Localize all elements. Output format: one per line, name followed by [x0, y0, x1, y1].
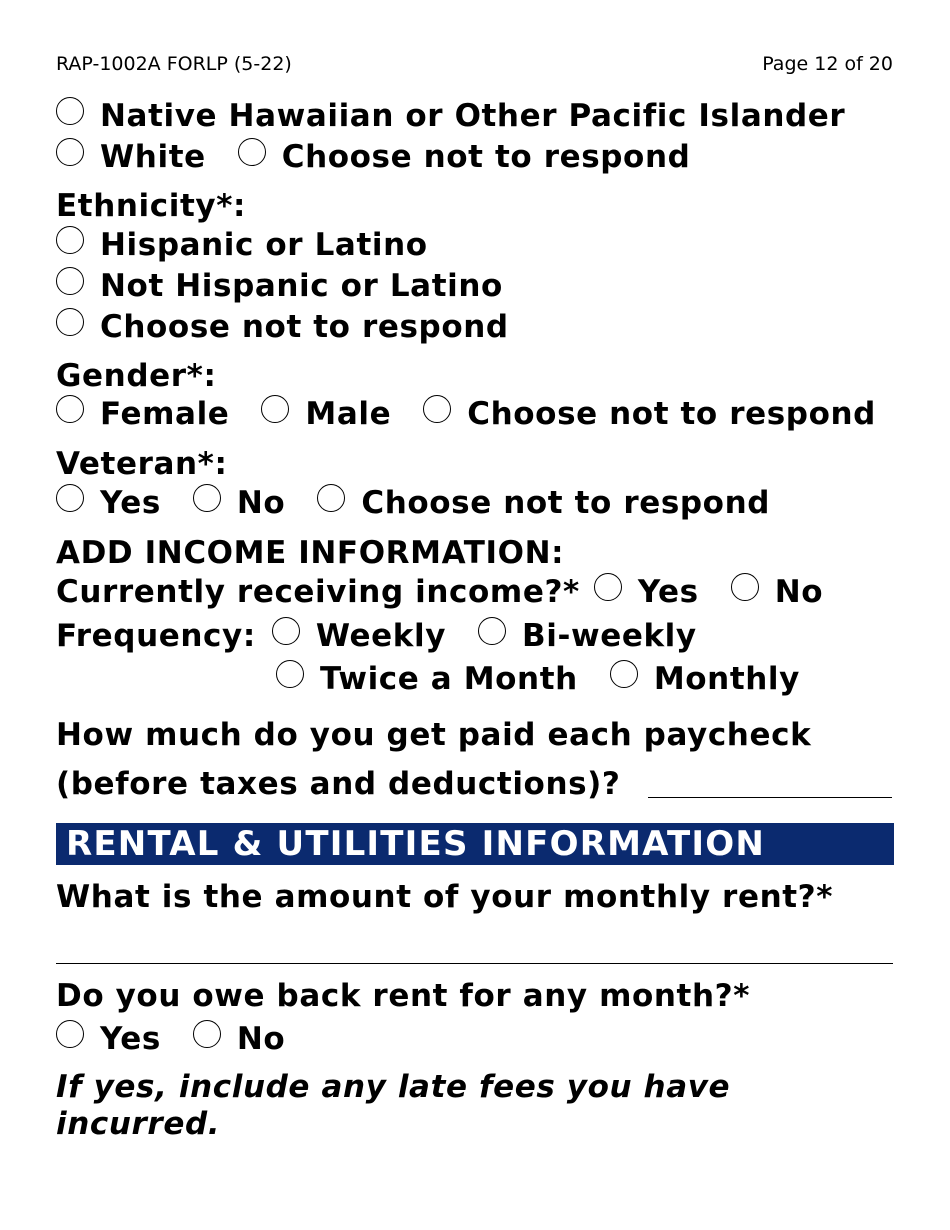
paycheck-amount-field[interactable]: [648, 797, 892, 798]
gender-label: Gender*:: [56, 358, 217, 394]
frequency-option-monthly[interactable]: [610, 661, 800, 697]
option-label: Bi-weekly: [522, 618, 697, 654]
veteran-option-yes[interactable]: [56, 485, 161, 521]
radio-button[interactable]: [56, 267, 84, 295]
page-number: Page 12 of 20: [762, 53, 893, 75]
option-label: No: [236, 1021, 286, 1057]
gender-option-no-response[interactable]: [423, 396, 876, 432]
income-receiving-row: [56, 572, 823, 612]
frequency-label: Frequency:: [56, 618, 256, 654]
income-option-no[interactable]: [731, 574, 823, 610]
radio-button[interactable]: [594, 573, 622, 601]
radio-button[interactable]: [56, 308, 84, 336]
option-label: Male: [305, 396, 392, 432]
option-label: Twice a Month: [320, 661, 578, 697]
radio-button[interactable]: [731, 573, 759, 601]
paycheck-question-line-1: How much do you get paid each paycheck: [56, 717, 812, 753]
option-label: Monthly: [653, 661, 800, 697]
option-label: Choose not to respond: [361, 485, 771, 521]
gender-options-row: [56, 394, 876, 434]
veteran-label: Veteran*:: [56, 446, 228, 482]
form-id: RAP-1002A FORLP (5-22): [56, 53, 292, 75]
veteran-options-row: [56, 483, 770, 523]
option-label: White: [100, 139, 206, 175]
veteran-option-no[interactable]: [193, 485, 285, 521]
radio-button[interactable]: [276, 660, 304, 688]
radio-button[interactable]: [193, 1020, 221, 1048]
back-rent-option-yes[interactable]: [56, 1021, 161, 1057]
radio-button[interactable]: [56, 226, 84, 254]
late-fees-note-line-1: If yes, include any late fees you have: [56, 1069, 731, 1105]
option-label: Native Hawaiian or Other Pacific Islander: [100, 98, 846, 134]
option-label: Yes: [100, 1021, 161, 1057]
radio-button[interactable]: [56, 1020, 84, 1048]
radio-button[interactable]: [478, 617, 506, 645]
option-label: Female: [100, 396, 230, 432]
income-receiving-label: Currently receiving income?*: [56, 574, 580, 610]
option-label: No: [774, 574, 824, 610]
radio-button[interactable]: [423, 395, 451, 423]
option-label: Choose not to respond: [467, 396, 876, 432]
income-option-yes[interactable]: [594, 574, 699, 610]
frequency-option-twice-month[interactable]: [276, 661, 578, 697]
radio-button[interactable]: [193, 484, 221, 512]
race-options-row-1: [56, 96, 845, 136]
race-option-no-response[interactable]: [238, 139, 691, 175]
race-option-nhpi[interactable]: [56, 98, 845, 134]
option-label: Weekly: [315, 618, 447, 654]
veteran-option-no-response[interactable]: [317, 485, 770, 521]
gender-option-male[interactable]: [261, 396, 391, 432]
late-fees-note-line-2: incurred.: [56, 1106, 221, 1142]
option-label: Yes: [637, 574, 699, 610]
race-option-white[interactable]: [56, 139, 206, 175]
frequency-option-biweekly[interactable]: [478, 618, 697, 654]
option-label: Choose not to respond: [281, 139, 691, 175]
section-title: RENTAL & UTILITIES INFORMATION: [66, 824, 765, 864]
radio-button[interactable]: [56, 138, 84, 166]
back-rent-option-no[interactable]: [193, 1021, 285, 1057]
back-rent-options-row: [56, 1019, 285, 1059]
radio-button[interactable]: [261, 395, 289, 423]
ethnicity-option-no-response[interactable]: [56, 307, 509, 347]
frequency-row-2: [276, 659, 800, 699]
radio-button[interactable]: [272, 617, 300, 645]
back-rent-question: Do you owe back rent for any month?*: [56, 978, 751, 1014]
radio-button[interactable]: [610, 660, 638, 688]
option-label: No: [236, 485, 286, 521]
radio-button[interactable]: [56, 484, 84, 512]
option-label: Choose not to respond: [100, 309, 509, 345]
radio-button[interactable]: [56, 395, 84, 423]
radio-button[interactable]: [238, 138, 266, 166]
rent-amount-field[interactable]: [56, 963, 893, 964]
option-label: Hispanic or Latino: [100, 227, 428, 263]
option-label: Yes: [100, 485, 161, 521]
income-heading: ADD INCOME INFORMATION:: [56, 535, 565, 571]
ethnicity-option-not-hispanic[interactable]: [56, 266, 503, 306]
frequency-row-1: [56, 616, 697, 656]
race-options-row-2: [56, 137, 690, 177]
ethnicity-option-hispanic[interactable]: [56, 225, 428, 265]
paycheck-question-line-2: (before taxes and deductions)?: [56, 766, 621, 802]
gender-option-female[interactable]: [56, 396, 229, 432]
rent-question: What is the amount of your monthly rent?*: [56, 879, 834, 915]
frequency-option-weekly[interactable]: [272, 618, 446, 654]
radio-button[interactable]: [56, 97, 84, 125]
radio-button[interactable]: [317, 484, 345, 512]
option-label: Not Hispanic or Latino: [100, 268, 503, 304]
ethnicity-label: Ethnicity*:: [56, 188, 246, 224]
